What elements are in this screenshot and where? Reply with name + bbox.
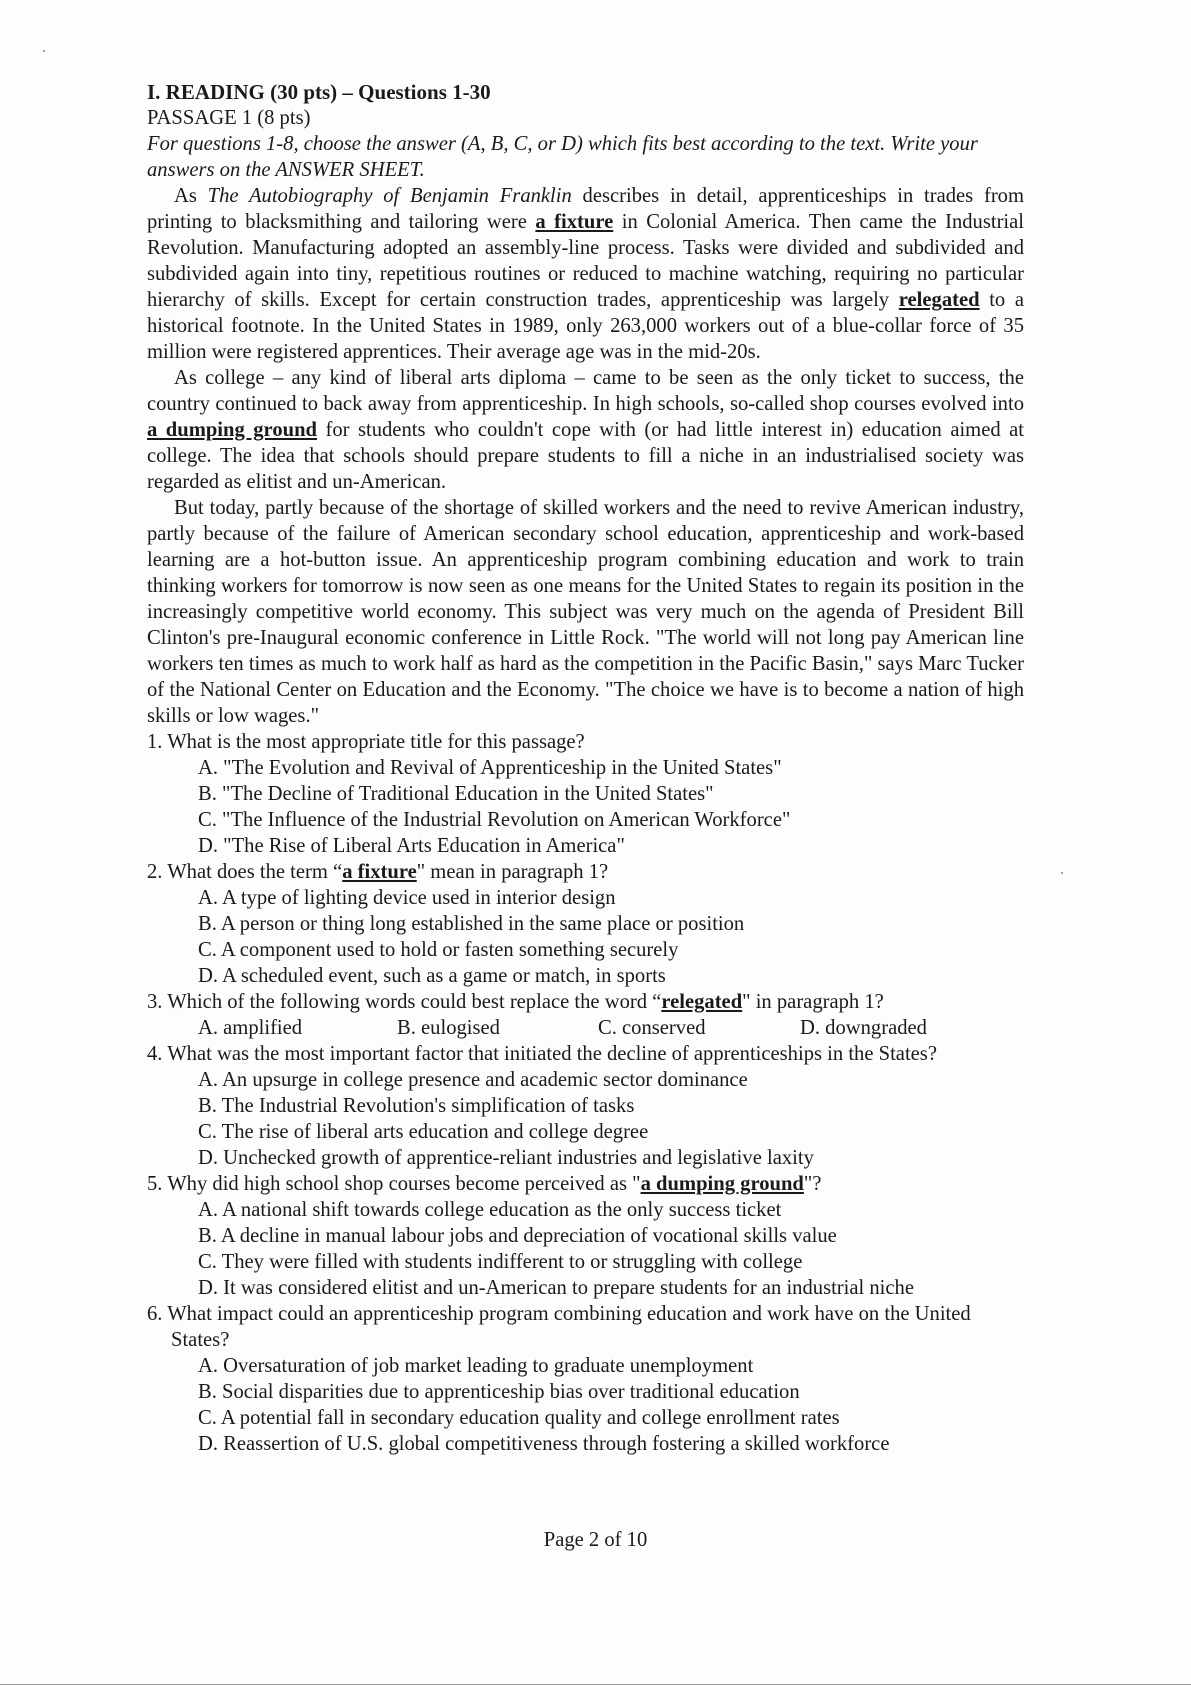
answer-option-b: B. eulogised [397,1017,500,1039]
question-stem: 2. What does the term “a fixture" mean in paragraph 1? [147,861,609,883]
question-6 [147,1301,1024,1457]
answer-option-a: A. amplified [198,1017,303,1039]
answer-option-d: D. It was considered elitist and un-American to prepare students for an industrial niche [198,1277,914,1299]
answer-option-b: B. A person or thing long established in the same place or position [198,913,745,935]
passage-label: PASSAGE 1 (8 pts) [147,107,311,129]
answer-option-c: C. A potential fall in secondary education quality and college enrollment rates [198,1407,840,1429]
answer-option-d: D. downgraded [800,1017,927,1039]
question-5 [147,1171,1024,1301]
question-stem: 4. What was the most important factor that initiated the decline of apprenticeships in the States? [147,1043,937,1065]
answer-option-a: A. A type of lighting device used in interior design [198,887,616,909]
answer-option-a: A. "The Evolution and Revival of Apprenticeship in the United States" [198,757,782,779]
question-stem: 5. Why did high school shop courses become perceived as "a dumping ground"? [147,1173,822,1195]
page-number: Page 2 of 10 [543,1529,648,1551]
question-2 [147,859,1024,989]
answer-option-b: B. Social disparities due to apprenticeship bias over traditional education [198,1381,800,1403]
question-4 [147,1041,1024,1171]
answer-option-b: B. A decline in manual labour jobs and depreciation of vocational skills value [198,1225,837,1247]
question-1 [147,729,1024,859]
term-a-dumping-ground: a dumping ground [147,419,317,441]
question-stem: 3. Which of the following words could best replace the word “relegated" in paragraph 1? [147,991,884,1013]
answer-option-c: C. The rise of liberal arts education and college degree [198,1121,649,1143]
question-stem: 6. What impact could an apprenticeship program combining education and work have on the United States? [147,1303,971,1351]
term-a-fixture: a fixture [535,211,614,233]
answer-option-c: C. They were filled with students indifferent to or struggling with college [198,1251,803,1273]
instructions: For questions 1-8, choose the answer (A, B, C, or D) which fits best according to the text. Write your answers on the ANSWER SHEET. [147,133,978,181]
term-a-fixture: a fixture [342,861,417,883]
answer-options-row [147,1015,1024,1041]
exam-page [147,79,1024,1457]
scan-speck [1061,872,1063,874]
answer-option-d: D. Reassertion of U.S. global competitiveness through fostering a skilled workforce [198,1433,890,1455]
term-relegated: relegated [661,991,743,1013]
answer-option-d: D. "The Rise of Liberal Arts Education in America" [198,835,625,857]
answer-option-c: C. conserved [598,1017,706,1039]
answer-option-a: A. An upsurge in college presence and academic sector dominance [198,1069,748,1091]
answer-option-a: A. A national shift towards college education as the only success ticket [198,1199,782,1221]
answer-option-a: A. Oversaturation of job market leading to graduate unemployment [198,1355,754,1377]
scan-speck [43,50,45,52]
passage-paragraph-3: But today, partly because of the shortage of skilled workers and the need to revive American industry, partly because of the failure of American secondary school education, apprenticeship and work-based learning are a hot-button issue. An apprenticeship program combining education and work to train thinking workers for tomorrow is now seen as one means for the United States to regain its position in the increasingly competitive world economy. This subject was very much on the agenda of President Bill Clinton's pre-Inaugural economic conference in Little Rock. "The world will not long pay American line workers ten times as much to work half as hard as the competition in the Pacific Basin," says Marc Tucker of the National Center on Education and the Economy. "The choice we have is to become a nation of high skills or low wages." [147,497,1024,727]
answer-option-b: B. The Industrial Revolution's simplification of tasks [198,1095,635,1117]
answer-option-c: C. A component used to hold or fasten something securely [198,939,679,961]
passage-paragraph-1: As The Autobiography of Benjamin Franklin describes in detail, apprenticeships in trades from printing to blacksmithing and tailoring were a fixture in Colonial America. Then came the Industrial Revolution. Manufacturing adopted an assembly-line process. Tasks were divided and subdivided and subdivided again into tiny, repetitious routines or reduced to machine watching, requiring no particular hierarchy of skills. Except for certain construction trades, apprenticeship was largely relegated to a historical footnote. In the United States in 1989, only 263,000 workers out of a blue-collar force of 35 million were registered apprentices. Their average age was in the mid-20s. [147,185,1025,363]
book-title: The Autobiography of Benjamin Franklin [207,185,572,207]
term-relegated: relegated [898,289,980,311]
answer-option-d: D. A scheduled event, such as a game or match, in sports [198,965,666,987]
answer-option-d: D. Unchecked growth of apprentice-reliant industries and legislative laxity [198,1147,814,1169]
section-heading: I. READING (30 pts) – Questions 1-30 [147,80,491,104]
term-a-dumping-ground: a dumping ground [640,1173,804,1195]
answer-option-c: C. "The Influence of the Industrial Revolution on American Workforce" [198,809,791,831]
question-stem: 1. What is the most appropriate title for this passage? [147,731,585,753]
passage-paragraph-2: As college – any kind of liberal arts diploma – came to be seen as the only ticket to success, the country continued to back away from apprenticeship. In high schools, so-called shop courses evolved into a dumping ground for students who couldn't cope with (or had little interest in) education aimed at college. The idea that schools should prepare students to fill a niche in an industrialised society was regarded as elitist and un-American. [147,367,1024,493]
question-3 [147,989,1024,1041]
answer-option-b: B. "The Decline of Traditional Education in the United States" [198,783,714,805]
